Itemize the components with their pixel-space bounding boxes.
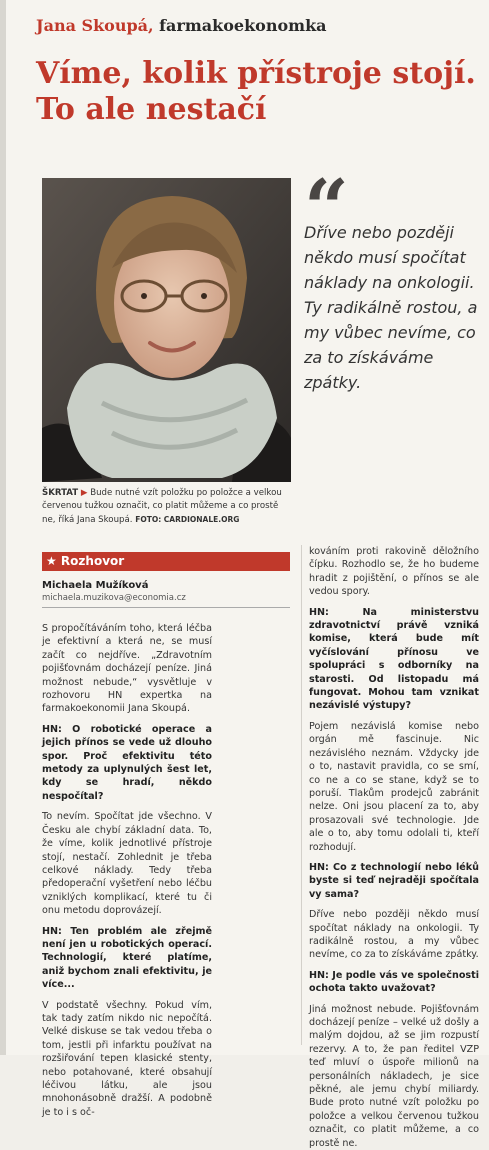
interview-question: HN: Je podle vás ve společnosti ochota takto uvažovat? xyxy=(309,969,479,995)
author-name: Michaela Mužíková xyxy=(42,580,149,591)
interview-question: HN: Ten problém ale zřejmě není jen u robotických operací. Technologií, které platíme, aniž bychom znali efektivitu, je více... xyxy=(42,925,212,991)
photo-credit: FOTO: CARDIONALE.ORG xyxy=(135,515,240,524)
article-paragraph: Dříve nebo později někdo musí spočítat náklady na onkologii. Ty radikálně rostou, a my vůbec nevíme, co za to získáváme zpátky. xyxy=(309,909,479,961)
section-label: ★ Rozhovor xyxy=(42,552,290,571)
interview-question: HN: O robotické operace a jejich přínos se vede už dlouho spor. Proč efektivitu této metody za uplynulých šest let, kdy se hradí, někdo nespočítal? xyxy=(42,723,212,802)
article-paragraph: To nevím. Spočítat jde všechno. V Česku ale chybí základní data. To, že víme, kolik jednotlivé přístroje stojí, nestačí. Zohlednit je třeba celkové náklady. Tedy třeba předoperační vyšetření nebo léčbu vzniklých komplikací, které tu či onu metodu doprovázejí. xyxy=(42,811,212,917)
article-column-1 xyxy=(42,622,212,1119)
author-email[interactable]: michaela.muzikova@economia.cz xyxy=(42,593,186,603)
article-column-2 xyxy=(309,545,479,1150)
photo-caption xyxy=(42,487,292,527)
article-paragraph: S propočítáváním toho, která léčba je efektivní a která ne, se musí začít co nejdříve. „Zdravotním pojišťovnám docházejí peníze. Jiná možnost nebude,“ vysvětluje v rozhovoru HN expertka na farmakoekonomii Jana Skoupá. xyxy=(42,623,212,715)
interview-question: HN: Co z technologií nebo léků byste si teď nejraději spočítala vy sama? xyxy=(309,861,479,900)
interviewee-name: Jana Skoupá, xyxy=(36,16,154,35)
article-paragraph: V podstatě všechny. Pokud vím, tak tady zatím nikdo nic nepočítá. Velké diskuse se tak vedou třeba o tom, jestli při infarktu používat na rozšiřování tepen klasické stenty, nebo potahované, které obsahují léčivou látku, ale jsou mnohonásobně dražší. A podobně je to i s oč- xyxy=(42,999,212,1118)
article-paragraph: kováním proti rakovině děložního čípku. Rozhodlo se, že ho budeme hradit z pojištění, o přínos se ale vedou spory. xyxy=(309,546,479,598)
headline: Víme, kolik přístroje stojí. To ale nestačí xyxy=(36,56,476,127)
caption-text: Bude nutné vzít položku po položce a velkou červenou tužkou označit, co platit můžeme a co prostě ne, říká Jana Skoupá. xyxy=(42,488,282,525)
author-divider xyxy=(42,607,290,608)
article-paragraph: Pojem nezávislá komise nebo orgán mě fascinuje. Nic nezávislého neznám. Vždycky jde o to, nastavit pravidla, co se smí, co ne a co se stane, když se to poruší. Tlakům prodejců zabránit nelze. Oni jsou placení za to, aby prosazovali své technologie. Jde ale o to, aby tomu odolali ti, kteří rozhodují. xyxy=(309,720,479,853)
pull-quote: Dříve nebo později někdo musí spočítat náklady na onkologii. Ty radikálně rostou, a my vůbec nevíme, co za to získáváme zpátky. xyxy=(304,223,478,392)
interviewee-role: farmakoekonomka xyxy=(159,16,327,35)
interviewee-kicker xyxy=(36,16,327,35)
portrait-photo xyxy=(42,178,291,482)
quote-mark-icon: “ xyxy=(304,163,349,254)
caption-lead: ŠKRTAT xyxy=(42,488,79,498)
interview-question: HN: Na ministerstvu zdravotnictví právě vzniká komise, která bude mít vyčíslování přínosu ve spolupráci s odborníky na starosti. Od listopadu má fungovat. Mohou tam vznikat nezávislé výstupy? xyxy=(309,606,479,712)
column-divider xyxy=(301,545,302,1045)
article-paragraph: Jiná možnost nebude. Pojišťovnám docházejí peníze – velké už došly a malým dojdou, až se jim rozpustí rezervy. A to, že pan ředitel VZP teď mluví o úspoře milionů na personálních nákladech, je sice pěkné, ale jemu chybí miliardy. Bude proto nutné vzít položku po položce a velkou červenou tužkou označit, co platit můžeme, a co prostě ne. xyxy=(309,1003,479,1149)
caption-arrow-icon: ▶ xyxy=(80,488,88,498)
